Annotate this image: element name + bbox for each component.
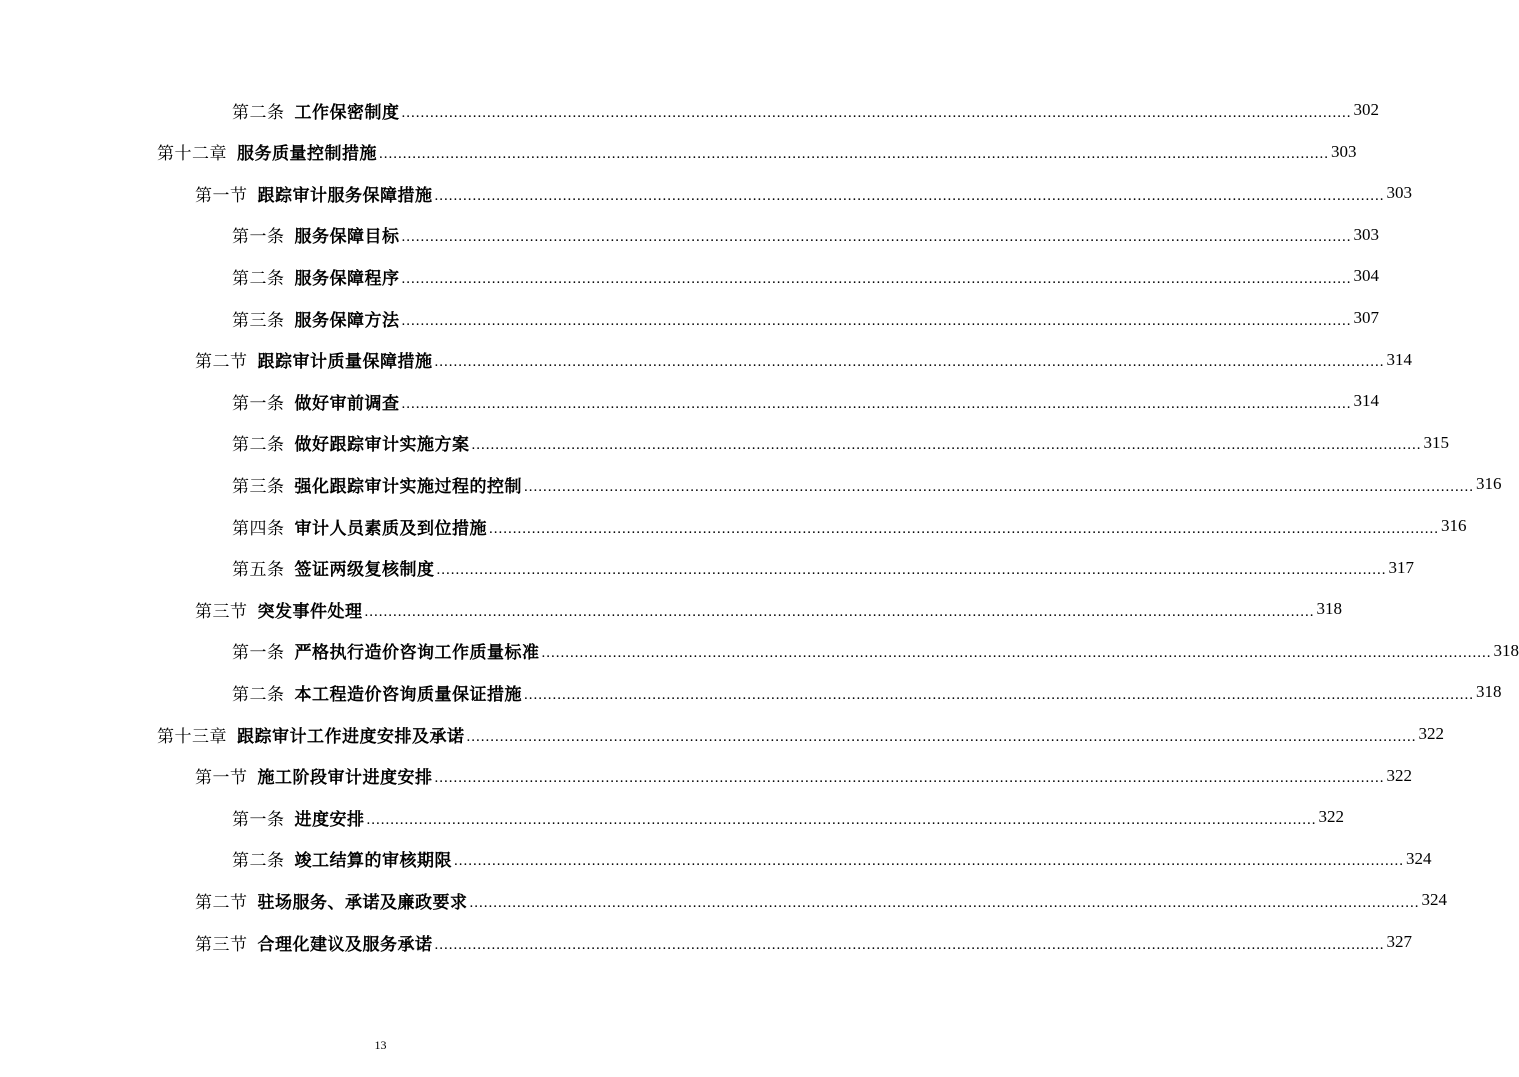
toc-entry-title: 服务保障方法 [294,310,400,331]
toc-entry-title: 签证两级复核制度 [294,560,435,581]
toc-entry[interactable] [232,220,1379,250]
toc-entry-title: 竣工结算的审核期限 [294,851,452,872]
toc-entry-number: 第二节 [195,352,248,373]
dot-leader: ........................................................................................................................................................................................................ [471,437,1422,454]
toc-entry-page: 322 [1418,724,1444,743]
toc-entry-number: 第一节 [195,768,248,789]
dot-leader: ........................................................................................................................................................................................................ [379,146,1329,163]
toc-entry-title: 驻场服务、承诺及廉政要求 [257,892,468,913]
toc-entry[interactable] [195,761,1412,791]
toc-entry-page: 324 [1406,848,1432,868]
toc-entry-number: 第二条 [232,102,285,123]
toc-entry-page: 303 [1386,183,1412,203]
dot-leader: ........................................................................................................................................................................................................ [434,187,1385,204]
toc-entry-page: 322 [1318,807,1344,827]
toc-entry-page: 315 [1423,432,1449,452]
dot-leader: ........................................................................................................................................................................................................ [454,853,1404,870]
toc-entry-number: 第三节 [195,934,248,955]
toc-entry-page: 303 [1331,141,1357,161]
toc-entry-page: 322 [1386,765,1412,785]
toc-entry-number: 第二条 [232,268,285,289]
toc-entry-page: 303 [1353,224,1379,244]
dot-leader: ........................................................................................................................................................................................................ [401,270,1352,287]
dot-leader: ........................................................................................................................................................................................................ [489,520,1439,537]
toc-entry[interactable] [232,844,1432,874]
toc-entry-number: 第三条 [232,310,285,331]
toc-entry[interactable] [232,386,1379,416]
toc-entry-page: 324 [1421,890,1447,910]
toc-entry[interactable] [232,677,1502,707]
toc-entry-page: 307 [1353,308,1379,327]
toc-entry-number: 第一条 [232,809,285,830]
toc-entry-page: 316 [1441,516,1467,535]
toc-entry-number: 第三节 [195,601,248,622]
toc-entry-title: 跟踪审计服务保障措施 [257,185,433,206]
toc-entry[interactable] [232,95,1379,125]
page-number: 13 [374,1038,387,1052]
toc-entry-number: 第三条 [232,476,285,497]
toc-entry[interactable] [195,594,1342,624]
dot-leader: ........................................................................................................................................................................................................ [364,603,1315,620]
toc-entry-number: 第二节 [195,892,248,913]
toc-entry[interactable] [232,636,1519,666]
toc-entry-title: 工作保密制度 [294,102,400,123]
toc-entry[interactable] [232,511,1467,541]
toc-entry-number: 第十二章 [157,144,227,165]
toc-entry[interactable] [195,927,1412,957]
toc-entry-title: 强化跟踪审计实施过程的控制 [294,476,522,497]
toc-entry[interactable] [232,261,1379,291]
toc-entry-title: 进度安排 [294,809,365,830]
toc-entry-page: 314 [1353,391,1379,411]
toc-entry[interactable] [157,137,1357,167]
toc-entry-number: 第二条 [232,851,285,872]
toc-entry[interactable] [195,178,1412,208]
toc-entry[interactable] [195,885,1447,915]
toc-entry-title: 跟踪审计质量保障措施 [257,352,433,373]
toc-entry-page: 317 [1388,557,1414,577]
toc-entry-page: 318 [1476,682,1502,702]
dot-leader: ........................................................................................................................................................................................................ [541,645,1492,662]
toc-entry-title: 做好跟踪审计实施方案 [294,435,470,456]
dot-leader: ........................................................................................................................................................................................................ [434,770,1385,787]
dot-leader: ........................................................................................................................................................................................................ [366,811,1317,828]
toc-entry-page: 318 [1493,640,1519,660]
toc-entry-title: 突发事件处理 [257,601,363,622]
toc-entry-page: 304 [1353,266,1379,286]
toc-entry[interactable] [195,345,1412,375]
dot-leader: ........................................................................................................................................................................................................ [469,894,1420,911]
toc-entry-number: 第二条 [232,684,285,705]
dot-leader: ........................................................................................................................................................................................................ [466,728,1417,745]
toc-entry-title: 审计人员素质及到位措施 [294,518,487,539]
dot-leader: ........................................................................................................................................................................................................ [524,478,1474,495]
toc-entry-number: 第二条 [232,435,285,456]
toc-entry-number: 第一条 [232,643,285,664]
dot-leader: ........................................................................................................................................................................................................ [434,354,1385,371]
toc-entry-number: 第一条 [232,393,285,414]
toc-entry-page: 316 [1476,474,1502,494]
toc-entry[interactable] [232,469,1502,499]
toc-entry-page: 302 [1353,100,1379,119]
toc-entry-number: 第一条 [232,227,285,248]
toc-entry-number: 第四条 [232,518,285,539]
toc-entry[interactable] [232,428,1449,458]
toc-entry-number: 第一节 [195,185,248,206]
dot-leader: ........................................................................................................................................................................................................ [524,686,1474,703]
toc-entry-page: 327 [1386,932,1412,951]
toc-entry-title: 服务保障程序 [294,268,400,289]
toc-entry-title: 跟踪审计工作进度安排及承诺 [237,726,465,747]
toc-entry[interactable] [232,303,1379,333]
toc-entry-title: 合理化建议及服务承诺 [257,934,433,955]
toc-entry-page: 314 [1386,349,1412,369]
toc-entry-number: 第五条 [232,560,285,581]
toc-entry-title: 服务保障目标 [294,227,400,248]
toc-entry-title: 服务质量控制措施 [237,144,377,165]
toc-entry-number: 第十三章 [157,726,227,747]
toc-entry-page: 318 [1316,599,1342,619]
dot-leader: ........................................................................................................................................................................................................ [436,562,1387,579]
toc-entry-title: 严格执行造价咨询工作质量标准 [294,643,540,664]
toc-entry-title: 做好审前调查 [294,393,400,414]
dot-leader: ........................................................................................................................................................................................................ [401,395,1352,412]
toc-entry[interactable] [157,719,1444,749]
dot-leader: ........................................................................................................................................................................................................ [401,312,1352,329]
toc-entry-title: 本工程造价咨询质量保证措施 [294,684,522,705]
toc-entry-title: 施工阶段审计进度安排 [257,768,433,789]
dot-leader: ........................................................................................................................................................................................................ [401,104,1352,121]
toc-entry[interactable] [232,553,1414,583]
dot-leader: ........................................................................................................................................................................................................ [401,229,1352,246]
toc-entry[interactable] [232,802,1344,832]
dot-leader: ........................................................................................................................................................................................................ [434,936,1385,953]
